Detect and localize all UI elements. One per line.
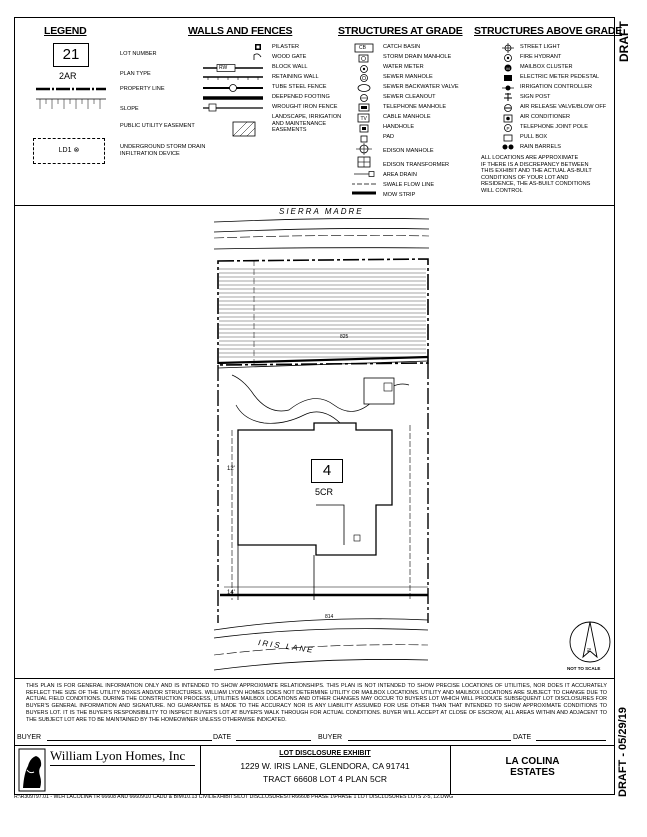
lot-number-sample: 21 bbox=[62, 46, 80, 63]
slope-symbol bbox=[36, 97, 106, 111]
slope-label: SLOPE bbox=[120, 106, 139, 112]
above-grade-symbols bbox=[498, 43, 518, 153]
project-name-2: ESTATES bbox=[510, 767, 555, 778]
walls-list bbox=[272, 44, 341, 134]
exhibit-title: LOT DISCLOSURE EXHIBIT bbox=[279, 750, 371, 757]
note-line: CONDITIONS OF YOUR LOT AND bbox=[481, 174, 569, 181]
property-line-label: PROPERTY LINE bbox=[120, 86, 165, 92]
underground-label-2: INFILTRATION DEVICE bbox=[120, 151, 180, 157]
buyer-label-1: BUYER bbox=[17, 734, 42, 741]
walls-item-retaining-wall: RETAINING WALL bbox=[272, 74, 319, 80]
north-arrow-letter: N bbox=[586, 648, 593, 652]
at-grade-mow-strip: MOW STRIP bbox=[383, 192, 416, 198]
note-line: ALL LOCATIONS ARE APPROXIMATE bbox=[481, 155, 579, 161]
project-name-1: LA COLINA bbox=[505, 756, 560, 767]
at-grade-telephone-manhole: TELEPHONE MANHOLE bbox=[383, 104, 447, 110]
plan-divider bbox=[14, 678, 615, 679]
at-grade-edison-manhole: EDISON MANHOLE bbox=[383, 148, 434, 154]
landscape-label-3: EASEMENTS bbox=[272, 127, 307, 134]
at-grade-list bbox=[383, 44, 459, 202]
date-line-2[interactable] bbox=[536, 740, 606, 741]
at-grade-pad: PAD bbox=[383, 134, 395, 140]
drain-icon: ⊗ bbox=[73, 147, 80, 154]
above-grade-title: STRUCTURES ABOVE GRADE bbox=[474, 25, 623, 37]
note-line: WILL CONTROL bbox=[481, 187, 523, 194]
exhibit-tract: TRACT 66608 LOT 4 PLAN 5CR bbox=[263, 774, 387, 784]
above-grade-telephone-joint-pole: TELEPHONE JOINT POLE bbox=[520, 124, 588, 130]
exhibit-block bbox=[200, 750, 450, 784]
note-line: IF THERE IS A DISCREPANCY BETWEEN bbox=[481, 161, 589, 168]
plan-lot-number-box bbox=[311, 459, 343, 483]
at-grade-sewer-backwater-valve: SEWER BACKWATER VALVE bbox=[383, 84, 459, 90]
at-grade-sewer-cleanout: SEWER CLEANOUT bbox=[383, 94, 436, 100]
above-grade-air-conditioner: AIR CONDITIONER bbox=[520, 114, 571, 120]
above-grade-rain-barrels: RAIN BARRELS bbox=[520, 144, 562, 150]
draft-date-label: DRAFT - 05/29/19 bbox=[617, 707, 629, 797]
approximate-note bbox=[481, 155, 592, 195]
at-grade-swale-flow-line: SWALE FLOW LINE bbox=[383, 182, 435, 188]
street-sierra-madre: SIERRA MADRE bbox=[279, 207, 364, 216]
walls-item-deepened-footing: DEEPENED FOOTING bbox=[272, 94, 330, 100]
street-iris-lane: IRIS LANE bbox=[257, 638, 316, 655]
ld-box bbox=[33, 138, 105, 164]
walls-title: WALLS AND FENCES bbox=[188, 25, 293, 37]
setback-front: 14' bbox=[227, 590, 235, 596]
walls-item-wood-gate: WOOD GATE bbox=[272, 54, 307, 60]
landscape-label-2: AND MAINTENANCE bbox=[272, 120, 327, 127]
note-line: THIS EXHIBIT AND THE ACTUAL AS-BUILT bbox=[481, 168, 592, 175]
above-grade-mailbox-cluster: MAILBOX CLUSTER bbox=[520, 64, 573, 70]
svg-text:P: P bbox=[506, 126, 510, 131]
tag-rw: RW bbox=[219, 64, 228, 71]
note-line: RESIDENCE, THE AS-BUILT CONDITIONS bbox=[481, 181, 591, 188]
elevation-bottom: 814 bbox=[325, 614, 334, 620]
tag-tv: TV bbox=[360, 115, 367, 122]
disclaimer-text: THIS PLAN IS FOR GENERAL INFORMATION ONLY AND IS INTENDED TO SHOW APPROXIMATE RELATIONSHIPS. THIS PLAN IS NOT INTENDED TO SHOW PRECISE LOCATIONS OF UTILITIES, NOR DOES IT ACCURATELY REFLECT THE SIZE OF THE UTILITY BOXES AND/OR STRUCTURES. WILLIAM LYON HOMES DOES NOT DETERMINE UTILITY OR MAILBOX LOCATIONS. UTILITY AND MAILBOX LOCATIONS ARE SUBJECT TO CHANGE DUE TO ACTUAL FIELD CONDITIONS. DURING THE CONSTRUCTION PROCESS, UTILITIES MAILBOX LOCATIONS AND OTHER CHANGES MAY OCCUR TO BUYERS LOT WHICH WILL PRODUCE SUBSEQUENT LOT DISCLOSURES FOR BUYER'S GENERAL INFORMATION AND SIGNATURE. NO GUARANTEE IS MADE TO THE ACCURACY NOR IS ANY LIABILITY ASSUMED FOR USE OTHER THAN THAT INTENDED TO SHOW APPROXIMATE CONDITIONS TO BUYERS LOT. IT IS THE BUYER'S RESPONSIBILITY TO INSPECT BUYER'S LOT AT BUYER'S WALK THROUGH FOR ACTUAL CONDITIONS. BUYER WILL ACCEPT AT CLOSE OF ESCROW, ALL AREAS WITHIN AND ADJACENT TO THE SUBJECT LOT ARE TO BE MAINTAINED BY THE HOMEOWNER UNLESS OTHERWISE INDICATED. bbox=[26, 683, 607, 723]
above-grade-air-release-valve: AIR RELEASE VALVE/BLOW OFF bbox=[520, 104, 607, 110]
plan-type-sample: 2AR bbox=[59, 71, 77, 81]
property-line-symbol bbox=[36, 85, 106, 93]
project-block bbox=[450, 756, 615, 778]
buyer-line-1[interactable] bbox=[47, 740, 212, 741]
walls-item-pilaster: PILASTER bbox=[272, 44, 300, 50]
date-label-2: DATE bbox=[513, 734, 532, 741]
above-grade-street-light: STREET LIGHT bbox=[520, 44, 560, 50]
walls-item-tube-steel-fence: TUBE STEEL FENCE bbox=[272, 84, 327, 90]
setback-side: 12' bbox=[227, 466, 235, 472]
at-grade-catch-basin: CATCH BASIN bbox=[383, 44, 421, 50]
above-grade-electric-meter-pedestal: ELECTRIC METER PEDESTAL bbox=[520, 74, 600, 80]
date-label-1: DATE bbox=[213, 734, 232, 741]
ld-box-label: LD1 bbox=[58, 147, 72, 154]
at-grade-water-meter: WATER METER bbox=[383, 64, 424, 70]
plan-type: 5CR bbox=[315, 487, 334, 497]
elevation-top: 825 bbox=[340, 334, 349, 340]
company-logo-icon bbox=[18, 748, 46, 792]
lot-number-box bbox=[53, 43, 89, 67]
svg-text:M: M bbox=[506, 66, 510, 71]
company-underline bbox=[50, 765, 195, 766]
walls-symbols bbox=[203, 44, 265, 144]
at-grade-title: STRUCTURES AT GRADE bbox=[338, 25, 463, 37]
company-name: William Lyon Homes, Inc bbox=[50, 748, 186, 763]
at-grade-sewer-manhole: SEWER MANHOLE bbox=[383, 74, 433, 80]
landscape-label-1: LANDSCAPE, IRRIGATION bbox=[272, 114, 342, 120]
above-grade-sign-post: SIGN POST bbox=[520, 94, 551, 100]
walls-item-block-wall: BLOCK WALL bbox=[272, 64, 308, 70]
north-arrow-scale: NOT TO SCALE bbox=[567, 666, 601, 671]
site-plan bbox=[14, 205, 615, 678]
draft-label: DRAFT bbox=[617, 21, 631, 62]
walls-item-wrought-iron-fence: WROUGHT IRON FENCE bbox=[272, 104, 338, 110]
at-grade-handhole: HANDHOLE bbox=[383, 124, 415, 130]
above-grade-fire-hydrant: FIRE HYDRANT bbox=[520, 54, 562, 60]
easement-label: PUBLIC UTILITY EASEMENT bbox=[120, 123, 195, 129]
at-grade-edison-transformer: EDISON TRANSFORMER bbox=[383, 162, 450, 168]
lot-number-label: LOT NUMBER bbox=[120, 51, 157, 57]
above-grade-irrigation-controller: IRRIGATION CONTROLLER bbox=[520, 84, 592, 90]
above-grade-list bbox=[520, 44, 606, 154]
at-grade-cable-manhole: CABLE MANHOLE bbox=[383, 114, 431, 120]
underground-label-1: UNDERGROUND STORM DRAIN bbox=[120, 144, 206, 150]
file-path: R:\R309797.01 - WLH LACOLINA TR 66608 AND 66609\10 CADD & BIM\10.13 CIVIL\EXHIBITS\LOT DISCLOSURES\TR66608 PHASE 1\PHASE 1 LOT DISCLOSURES LOTS 2-5, 12.DWG bbox=[14, 794, 454, 800]
signature-divider bbox=[14, 745, 615, 746]
tag-cb: CB bbox=[359, 45, 366, 51]
buyer-line-2[interactable] bbox=[348, 740, 511, 741]
exhibit-address: 1229 W. IRIS LANE, GLENDORA, CA 91741 bbox=[240, 761, 410, 771]
plan-lot-number: 4 bbox=[322, 462, 332, 479]
date-line-1[interactable] bbox=[236, 740, 311, 741]
buyer-label-2: BUYER bbox=[318, 734, 343, 741]
above-grade-pull-box: PULL BOX bbox=[520, 134, 548, 140]
legend-title: LEGEND bbox=[44, 25, 87, 37]
at-grade-area-drain: AREA DRAIN bbox=[383, 172, 417, 178]
plan-type-label: PLAN TYPE bbox=[120, 71, 151, 77]
at-grade-storm-drain-manhole: STORM DRAIN MANHOLE bbox=[383, 54, 452, 60]
